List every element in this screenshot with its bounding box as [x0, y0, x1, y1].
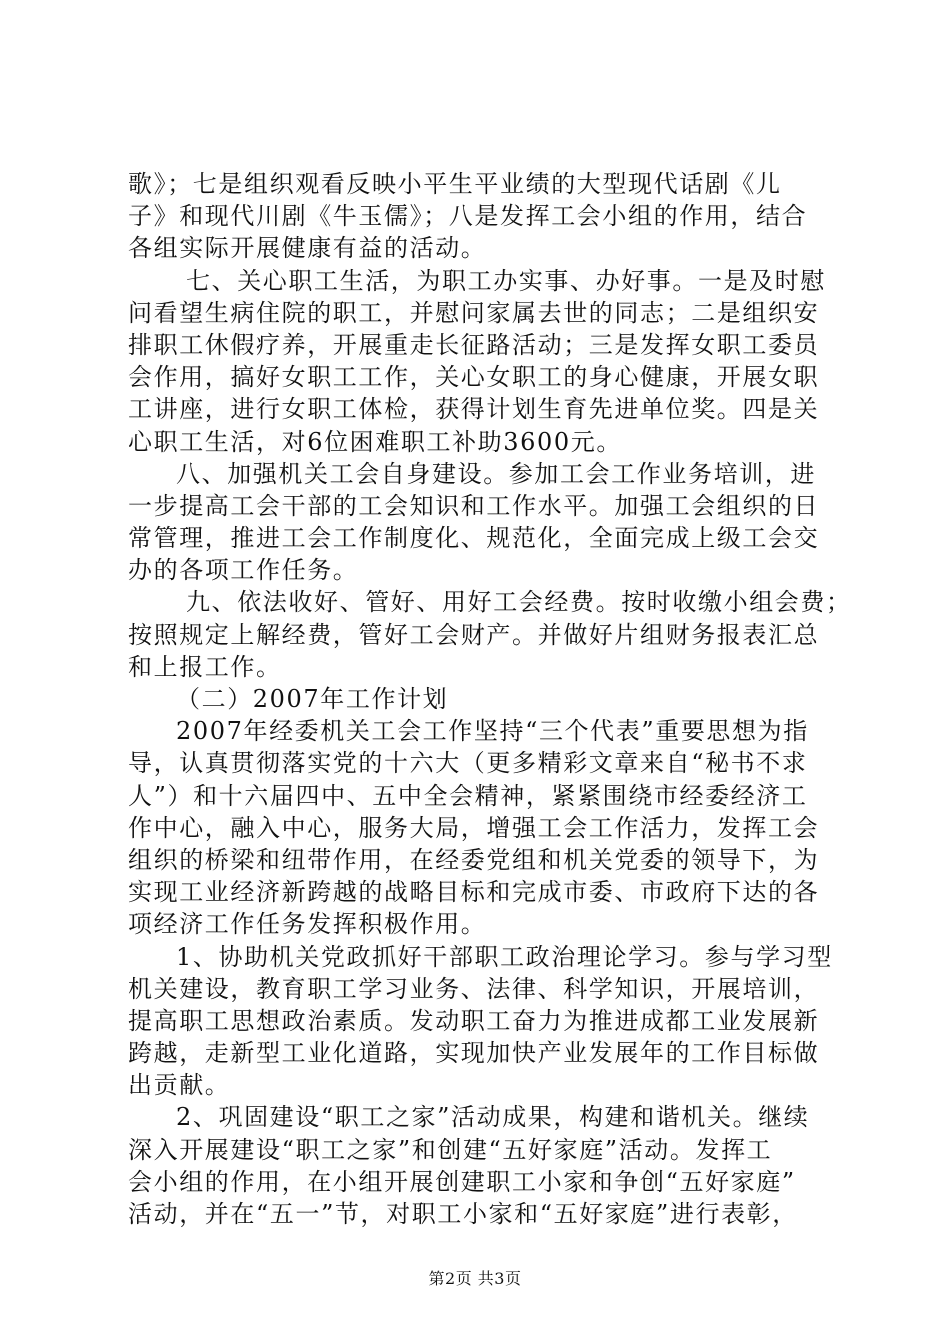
text-line: 实现工业经济新跨越的战略目标和完成市委、市政府下达的各	[128, 878, 820, 907]
text-line: 和上报工作。	[128, 652, 282, 681]
page-number-label: 第2页 共3页	[428, 1269, 522, 1288]
text-line: 心职工生活，对6位困难职工补助3600元。	[128, 427, 622, 456]
paragraph-start-line: 1、协助机关党政抓好干部职工政治理论学习。参与学习型	[176, 942, 833, 971]
document-body	[128, 168, 852, 1230]
text-line: 歌》；七是组织观看反映小平生平业绩的大型现代话剧《儿	[128, 170, 782, 198]
text-line: 排职工休假疗养，开展重走长征路活动；三是发挥女职工委员	[128, 330, 820, 359]
text-line: 组织的桥梁和纽带作用，在经委党组和机关党委的领导下，为	[128, 845, 820, 874]
text-line: 作中心，融入中心，服务大局，增强工会工作活力，发挥工会	[128, 813, 820, 842]
text-line: 各组实际开展健康有益的活动。	[128, 234, 487, 263]
text-line: 会小组的作用，在小组开展创建职工小家和争创“五好家庭”	[128, 1167, 796, 1196]
section-heading: （二）2007年工作计划	[176, 685, 449, 713]
text-line: 会作用，搞好女职工工作，关心女职工的身心健康，开展女职	[128, 363, 820, 392]
text-line: 项经济工作任务发挥积极作用。	[128, 910, 487, 939]
paragraph-start-line: 八、加强机关工会自身建设。参加工会工作业务培训，进	[176, 459, 816, 488]
text-line: 一步提高工会干部的工会知识和工作水平。加强工会组织的日	[128, 491, 820, 520]
text-line: 导，认真贯彻落实党的十六大（更多精彩文章来自“秘书不求	[128, 749, 808, 778]
text-line: 深入开展建设“职工之家”和创建“五好家庭”活动。发挥工	[128, 1135, 773, 1164]
text-line: 常管理，推进工会工作制度化、规范化，全面完成上级工会交	[128, 524, 820, 553]
paragraph-start-line: 2、巩固建设“职工之家”活动成果，构建和谐机关。继续	[176, 1103, 810, 1132]
text-line: 机关建设，教育职工学习业务、法律、科学知识，开展培训，	[128, 974, 820, 1003]
text-line: 提高职工思想政治素质。发动职工奋力为推进成都工业发展新	[128, 1006, 820, 1035]
paragraph-start-line: 2007年经委机关工会工作坚持“三个代表”重要思想为指	[176, 717, 809, 746]
text-line: 问看望生病住院的职工，并慰问家属去世的同志；二是组织安	[128, 298, 820, 327]
text-line: 人”）和十六届四中、五中全会精神，紧紧围绕市经委经济工	[128, 781, 808, 810]
text-line: 活动，并在“五一”节，对职工小家和“五好家庭”进行表彰，	[128, 1200, 798, 1228]
paragraph-start-line: 七、关心职工生活，为职工办实事、办好事。一是及时慰	[186, 266, 826, 295]
text-line: 出贡献。	[128, 1071, 231, 1100]
text-line: 按照规定上解经费，管好工会财产。并做好片组财务报表汇总	[128, 620, 820, 649]
paragraph-start-line: 九、依法收好、管好、用好工会经费。按时收缴小组会费；	[186, 588, 852, 617]
text-line: 工讲座，进行女职工体检，获得计划生育先进单位奖。四是关	[128, 395, 820, 424]
text-line: 跨越，走新型工业化道路，实现加快产业发展年的工作目标做	[128, 1039, 820, 1068]
text-line: 办的各项工作任务。	[128, 556, 359, 585]
page-footer	[0, 1268, 950, 1290]
text-line: 子》和现代川剧《牛玉儒》；八是发挥工会小组的作用，结合	[128, 202, 808, 231]
